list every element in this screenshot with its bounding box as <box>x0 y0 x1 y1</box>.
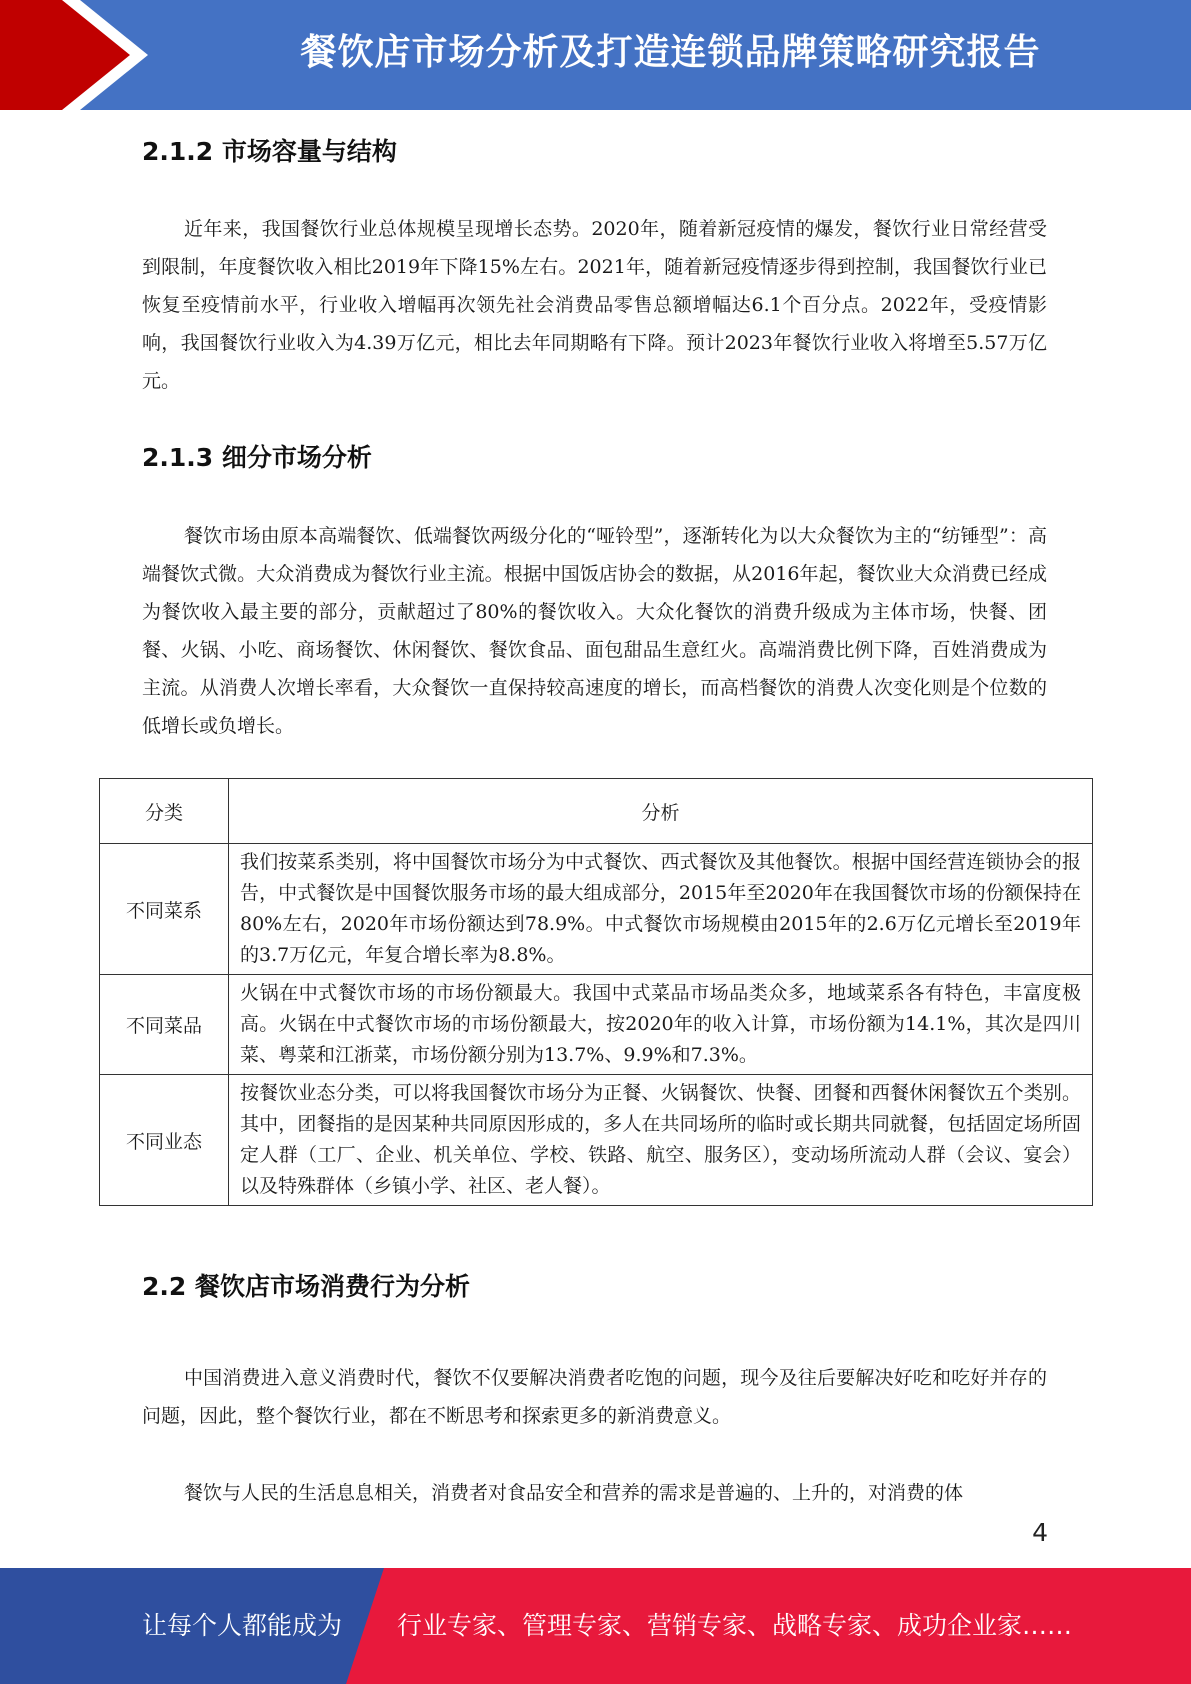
table-cell-category: 不同菜品 <box>100 975 229 1075</box>
section-heading-2-1-2: 2.1.2 市场容量与结构 <box>142 137 397 166</box>
table-header-analysis: 分析 <box>229 779 1093 844</box>
footer-slogan-left: 让每个人都能成为 <box>142 1611 343 1640</box>
section-heading-2-1-3: 2.1.3 细分市场分析 <box>142 443 372 472</box>
table-row <box>100 844 1093 975</box>
section-2-2-paragraph-1: 中国消费进入意义消费时代，餐饮不仅要解决消费者吃饱的问题，现今及往后要解决好吃和吃好并存的问题，因此，整个餐饮行业，都在不断思考和探索更多的新消费意义。 <box>142 1367 1047 1427</box>
section-2-2-paragraph-2: 餐饮与人民的生活息息相关，消费者对食品安全和营养的需求是普遍的、上升的，对消费的体 <box>184 1482 964 1504</box>
footer-slogan-right: 行业专家、管理专家、营销专家、战略专家、成功企业家…… <box>397 1611 1073 1640</box>
table-header-row <box>100 779 1093 844</box>
header-arrow-decoration <box>0 0 170 110</box>
section-heading-2-2: 2.2 餐饮店市场消费行为分析 <box>142 1272 470 1301</box>
table-cell-analysis: 火锅在中式餐饮市场的市场份额最大。我国中式菜品市场品类众多，地域菜系各有特色，丰富度极高。火锅在中式餐饮市场的市场份额最大，按2020年的收入计算，市场份额为14.1%，其次是四川菜、粤菜和江浙菜，市场份额分别为13.7%、9.9%和7.3%。 <box>229 975 1093 1075</box>
table-cell-category: 不同菜系 <box>100 844 229 975</box>
market-segment-table <box>99 778 1093 1206</box>
section-2-1-3-paragraph: 餐饮市场由原本高端餐饮、低端餐饮两级分化的“哑铃型”，逐渐转化为以大众餐饮为主的“纺锤型”：高端餐饮式微。大众消费成为餐饮行业主流。根据中国饭店协会的数据，从2016年起，餐饮业大众消费已经成为餐饮收入最主要的部分，贡献超过了80%的餐饮收入。大众化餐饮的消费升级成为主体市场，快餐、团餐、火锅、小吃、商场餐饮、休闲餐饮、餐饮食品、面包甜品生意红火。高端消费比例下降，百姓消费成为主流。从消费人次增长率看，大众餐饮一直保持较高速度的增长，而高档餐饮的消费人次变化则是个位数的低增长或负增长。 <box>142 525 1047 737</box>
table-header-category: 分类 <box>100 779 229 844</box>
report-title: 餐饮店市场分析及打造连锁品牌策略研究报告 <box>300 32 1041 73</box>
page-number: 4 <box>1032 1518 1048 1547</box>
table-cell-analysis: 按餐饮业态分类，可以将我国餐饮市场分为正餐、火锅餐饮、快餐、团餐和西餐休闲餐饮五个类别。其中，团餐指的是因某种共同原因形成的，多人在共同场所的临时或长期共同就餐，包括固定场所固定人群（工厂、企业、机关单位、学校、铁路、航空、服务区），变动场所流动人群（会议、宴会）以及特殊群体（乡镇小学、社区、老人餐）。 <box>229 1075 1093 1206</box>
footer-banner <box>0 1568 1191 1684</box>
header-banner <box>0 0 1191 110</box>
table-row <box>100 975 1093 1075</box>
table-row <box>100 1075 1093 1206</box>
section-2-1-2-paragraph: 近年来，我国餐饮行业总体规模呈现增长态势。2020年，随着新冠疫情的爆发，餐饮行业日常经营受到限制，年度餐饮收入相比2019年下降15%左右。2021年，随着新冠疫情逐步得到控制，我国餐饮行业已恢复至疫情前水平，行业收入增幅再次领先社会消费品零售总额增幅达6.1个百分点。2022年，受疫情影响，我国餐饮行业收入为4.39万亿元，相比去年同期略有下降。预计2023年餐饮行业收入将增至5.57万亿元。 <box>142 218 1047 392</box>
table-cell-analysis: 我们按菜系类别，将中国餐饮市场分为中式餐饮、西式餐饮及其他餐饮。根据中国经营连锁协会的报告，中式餐饮是中国餐饮服务市场的最大组成部分，2015年至2020年在我国餐饮市场的份额保持在80%左右，2020年市场份额达到78.9%。中式餐饮市场规模由2015年的2.6万亿元增长至2019年的3.7万亿元，年复合增长率为8.8%。 <box>229 844 1093 975</box>
table-cell-category: 不同业态 <box>100 1075 229 1206</box>
